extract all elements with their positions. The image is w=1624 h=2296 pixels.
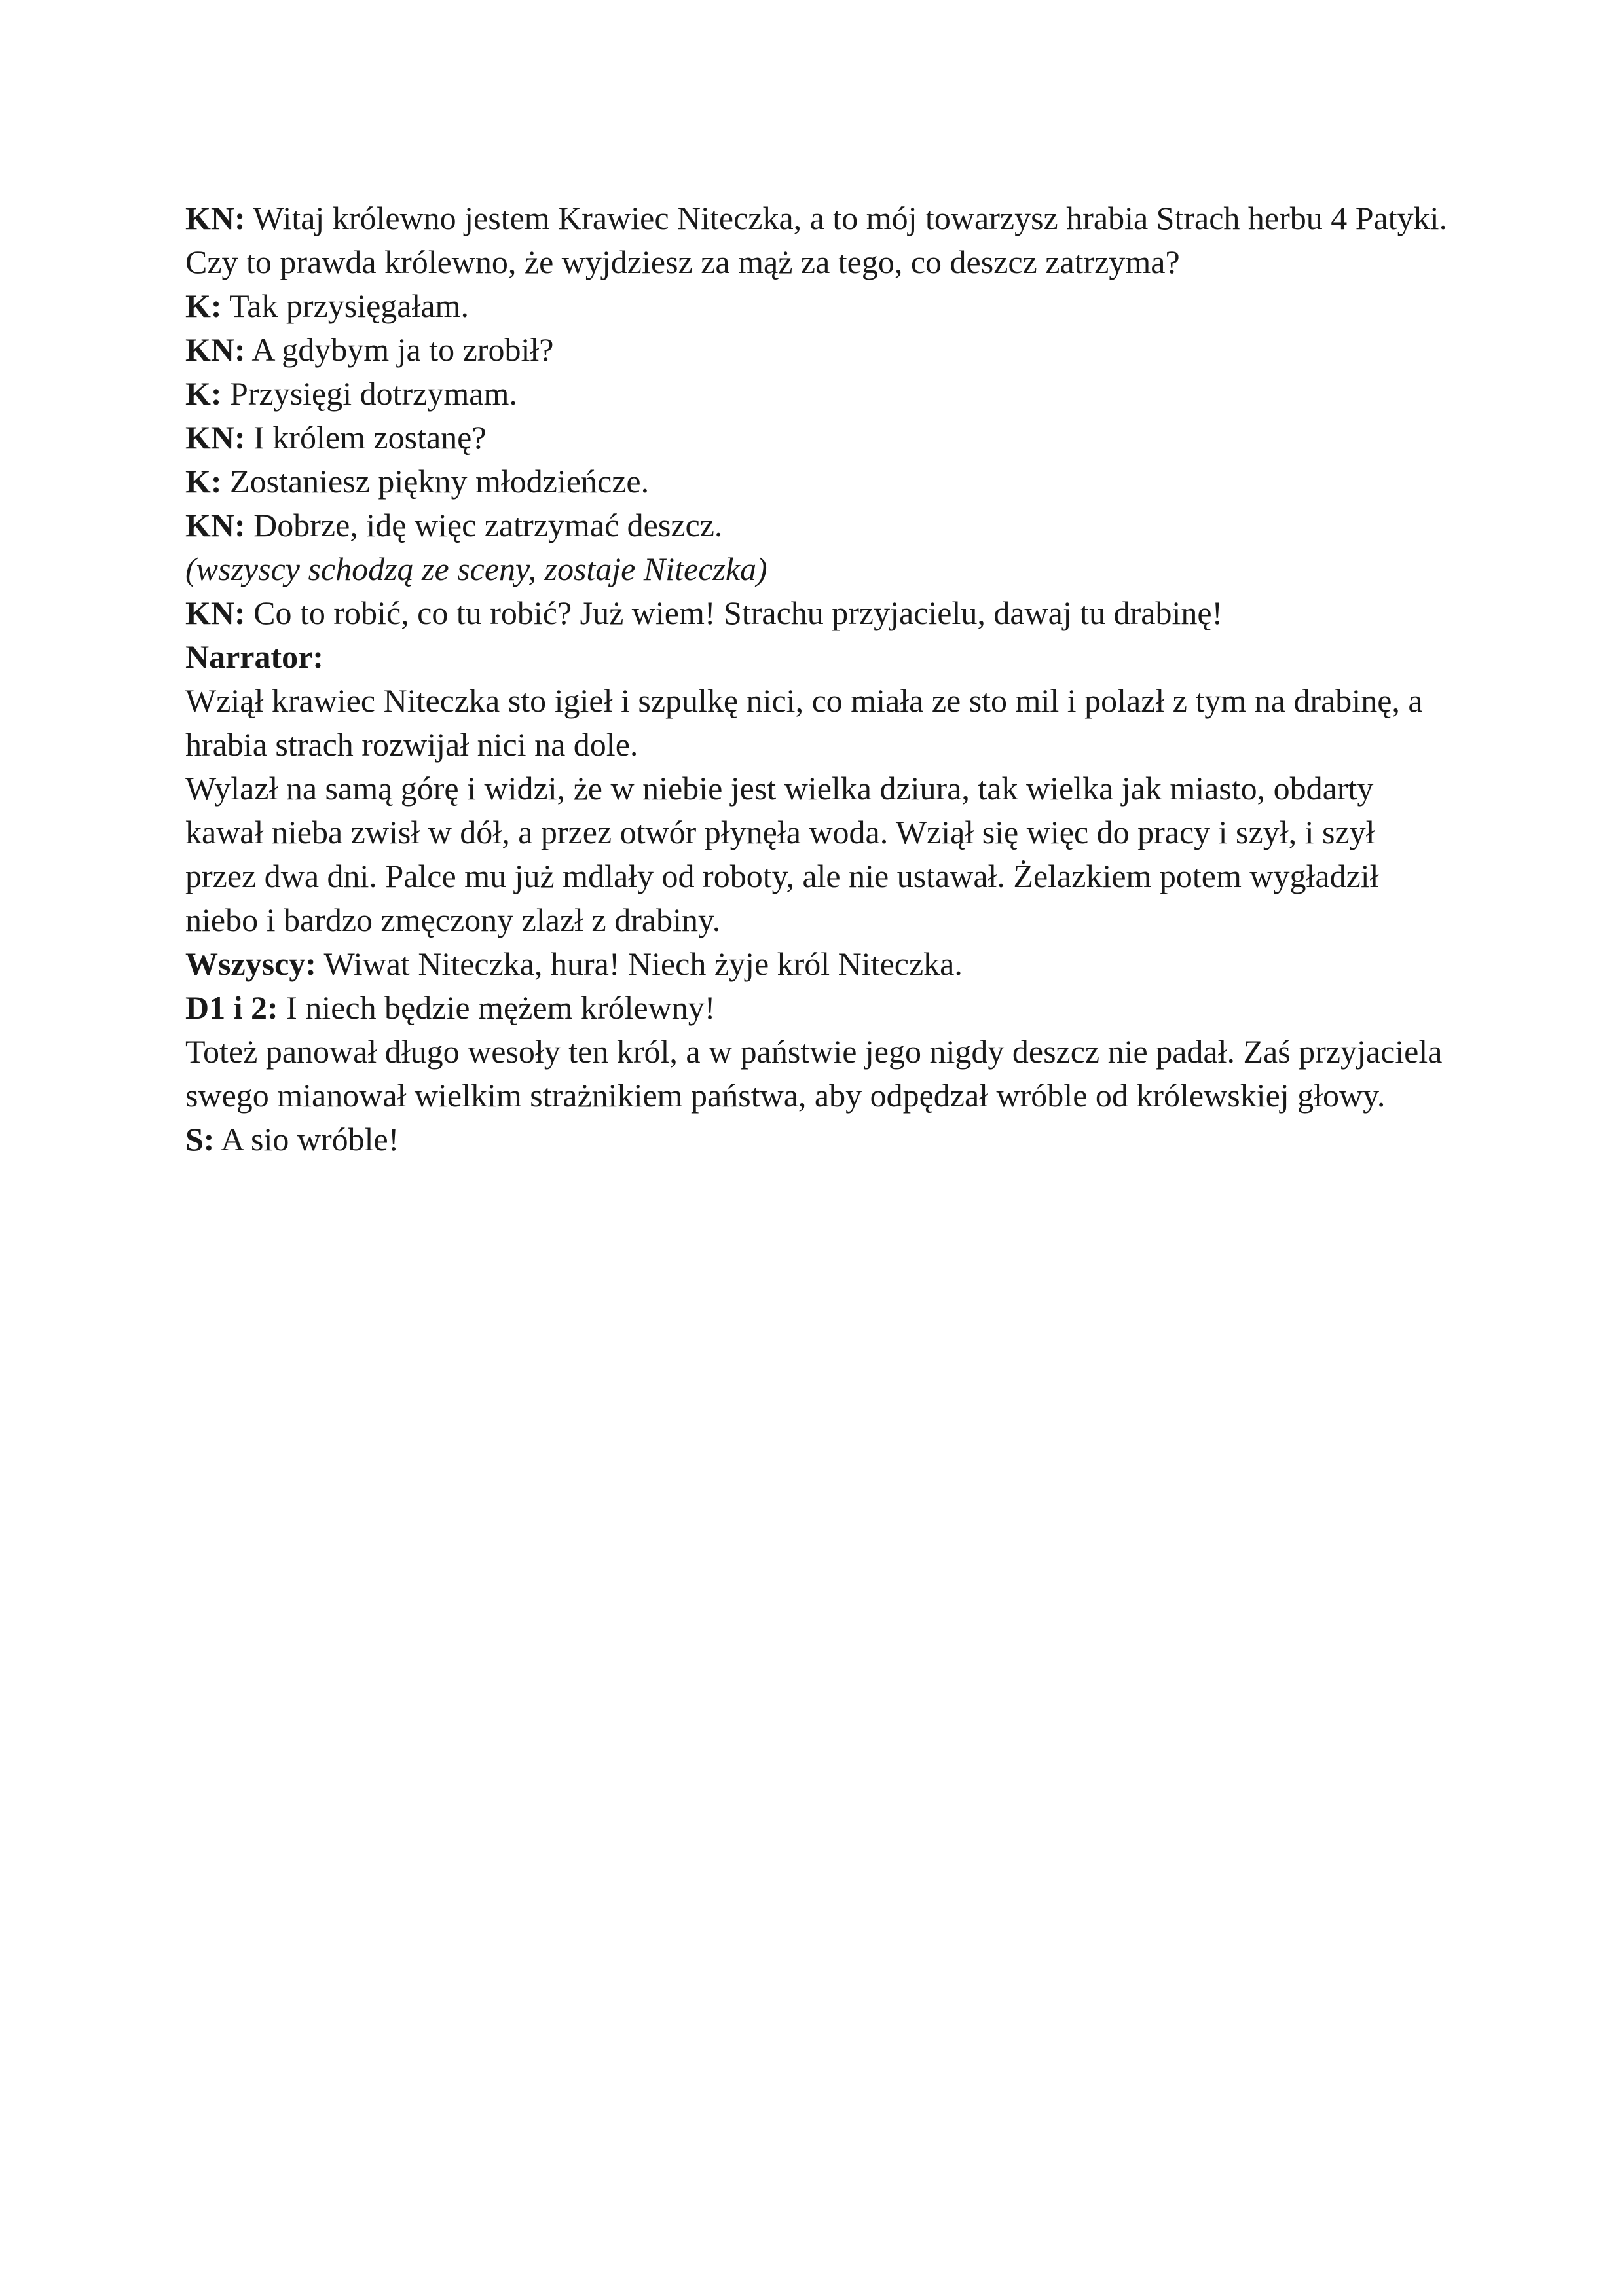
dialogue-line xyxy=(185,503,1449,547)
dialogue-line xyxy=(185,1118,1449,1161)
dialogue-text: I niech będzie mężem królewny! xyxy=(278,989,716,1026)
speaker-label: KN: xyxy=(185,507,246,543)
dialogue-text: Wiwat Niteczka, hura! Niech żyje król Niteczka. xyxy=(316,945,963,982)
dialogue-text: I królem zostanę? xyxy=(245,419,487,456)
dialogue-line xyxy=(185,416,1449,460)
narration-paragraph: Wylazł na samą górę i widzi, że w niebie jest wielka dziura, tak wielka jak miasto, obdarty kawał nieba zwisł w dół, a przez otwór płynęła woda. Wziął się więc do pracy i szył, i szył przez dwa dni. Palce mu już mdlały od roboty, ale nie ustawał. Żelazkiem potem wygładził niebo i bardzo zmęczony zlazł z drabiny. xyxy=(185,770,1379,938)
script-text xyxy=(185,196,1449,1161)
stage-direction: (wszyscy schodzą ze sceny, zostaje Niteczka) xyxy=(185,551,767,587)
speaker-label: K: xyxy=(185,287,222,324)
speaker-label: S: xyxy=(185,1121,215,1157)
speaker-label: Narrator: xyxy=(185,638,323,675)
speaker-label: KN: xyxy=(185,200,246,236)
dialogue-line xyxy=(185,284,1449,328)
speaker-label: KN: xyxy=(185,331,246,368)
dialogue-text: Zostaniesz piękny młodzieńcze. xyxy=(221,463,650,500)
speaker-label: Wszyscy: xyxy=(185,945,316,982)
narrator-heading xyxy=(185,635,1449,679)
dialogue-line xyxy=(185,591,1449,635)
dialogue-line xyxy=(185,328,1449,372)
dialogue-text: Tak przysięgałam. xyxy=(221,287,469,324)
speaker-label: K: xyxy=(185,463,222,500)
narration-paragraph: Wziął krawiec Niteczka sto igieł i szpulkę nici, co miała ze sto mil i polazł z tym na drabinę, a hrabia strach rozwijał nici na dole. xyxy=(185,682,1423,763)
narration-paragraph: Toteż panował długo wesoły ten król, a w państwie jego nigdy deszcz nie padał. Zaś przyjaciela swego mianował wielkim strażnikiem państwa, aby odpędzał wróble od królewskiej głowy. xyxy=(185,1033,1443,1114)
dialogue-line xyxy=(185,196,1449,284)
dialogue-text: A gdybym ja to zrobił? xyxy=(245,331,554,368)
dialogue-text: A sio wróble! xyxy=(214,1121,399,1157)
speaker-label: KN: xyxy=(185,594,246,631)
dialogue-line xyxy=(185,942,1449,986)
dialogue-line xyxy=(185,372,1449,416)
speaker-label: K: xyxy=(185,375,222,412)
dialogue-text: Przysięgi dotrzymam. xyxy=(221,375,517,412)
dialogue-line xyxy=(185,460,1449,503)
dialogue-text: Dobrze, idę więc zatrzymać deszcz. xyxy=(245,507,723,543)
speaker-label: D1 i 2: xyxy=(185,989,278,1026)
dialogue-text: Co to robić, co tu robić? Już wiem! Strachu przyjacielu, dawaj tu drabinę! xyxy=(245,594,1223,631)
speaker-label: KN: xyxy=(185,419,246,456)
dialogue-line xyxy=(185,986,1449,1030)
dialogue-text: Witaj królewno jestem Krawiec Niteczka, a to mój towarzysz hrabia Strach herbu 4 Patyki. Czy to prawda królewno, że wyjdziesz za mąż za tego, co deszcz zatrzyma? xyxy=(185,200,1448,280)
